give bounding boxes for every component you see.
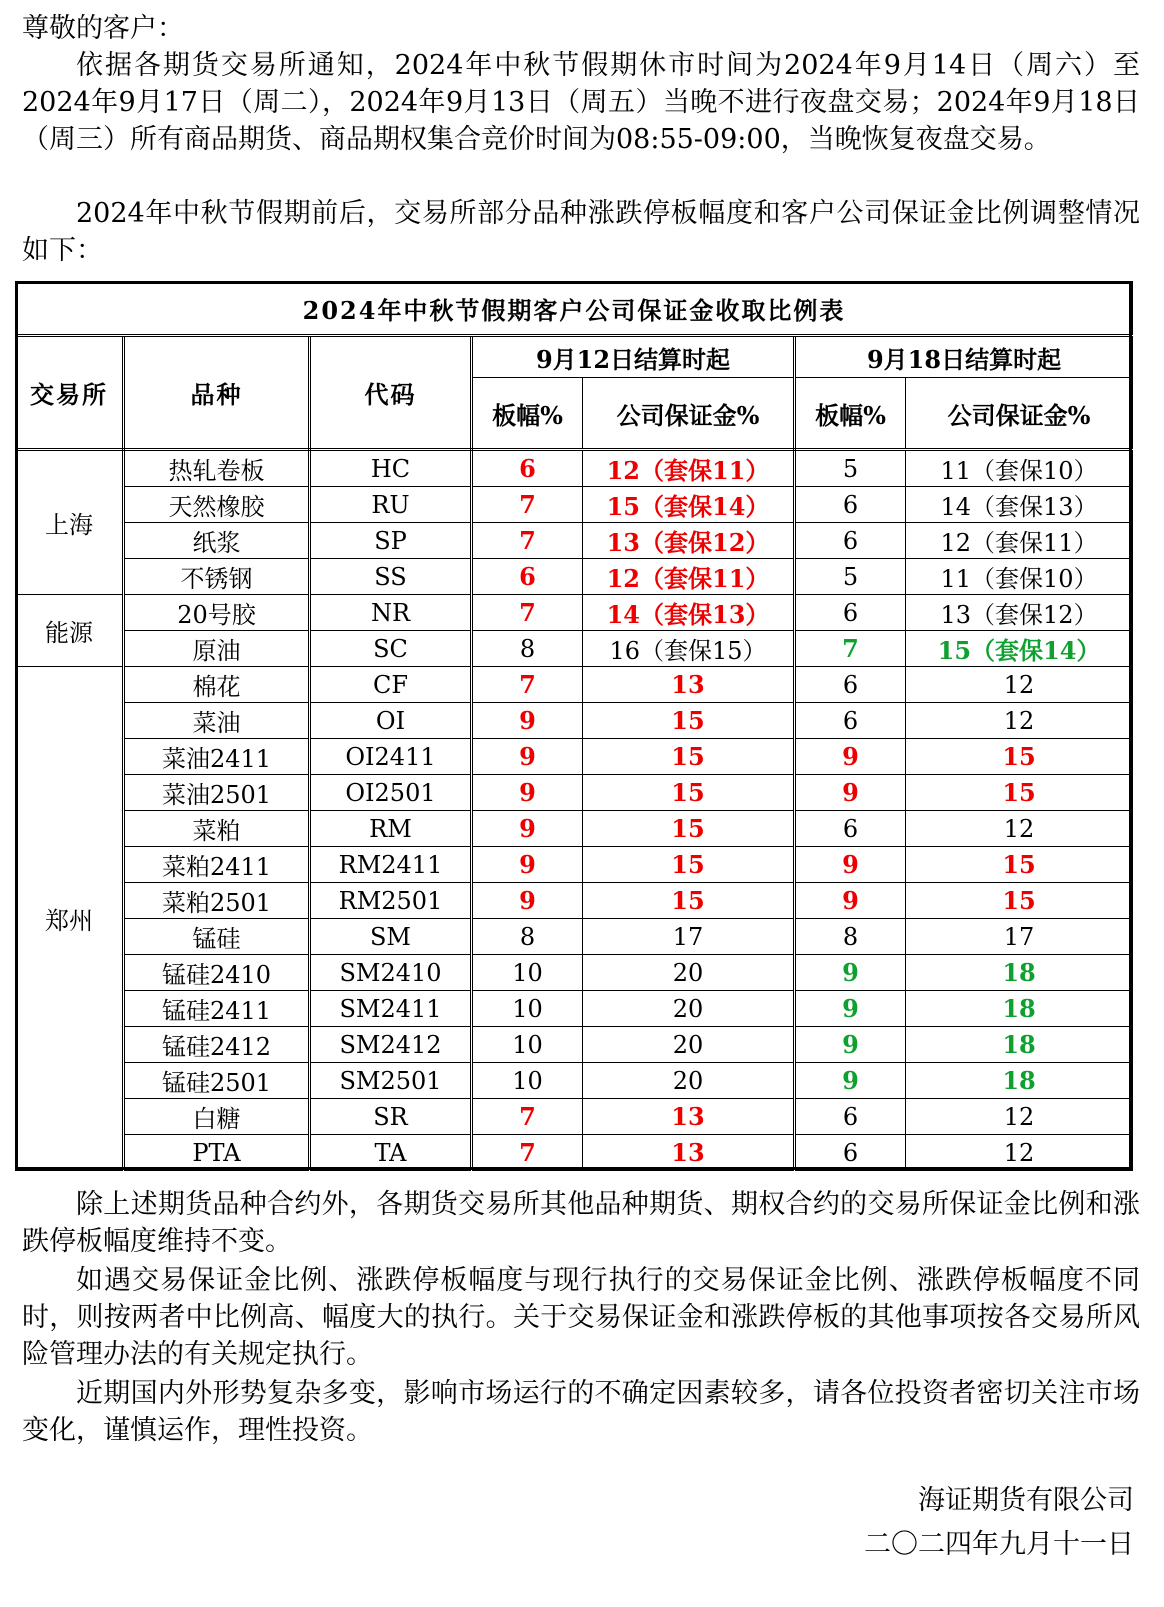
cell-limit-sep18: 9: [795, 955, 906, 991]
cell-margin-sep12: 15: [583, 739, 795, 775]
cell-margin-sep18: 15（套保14）: [906, 631, 1133, 667]
cell-product: 锰硅2412: [124, 1027, 310, 1063]
cell-code: RM2501: [310, 883, 472, 919]
cell-limit-sep18: 6: [795, 667, 906, 703]
cell-limit-sep18: 6: [795, 595, 906, 631]
cell-product: 纸浆: [124, 523, 310, 559]
cell-margin-sep12: 20: [583, 991, 795, 1027]
cell-code: RM2411: [310, 847, 472, 883]
cell-product: 菜粕2411: [124, 847, 310, 883]
header-limit-1: 板幅%: [472, 378, 583, 450]
cell-margin-sep12: 13: [583, 667, 795, 703]
cell-margin-sep18: 12: [906, 667, 1133, 703]
cell-limit-sep12: 7: [472, 595, 583, 631]
cell-limit-sep12: 7: [472, 667, 583, 703]
cell-code: SM2411: [310, 991, 472, 1027]
cell-limit-sep18: 5: [795, 450, 906, 487]
cell-margin-sep18: 17: [906, 919, 1133, 955]
cell-code: CF: [310, 667, 472, 703]
cell-margin-sep12: 15（套保14）: [583, 487, 795, 523]
cell-code: SC: [310, 631, 472, 667]
cell-margin-sep12: 16（套保15）: [583, 631, 795, 667]
cell-margin-sep18: 12（套保11）: [906, 523, 1133, 559]
cell-margin-sep12: 12（套保11）: [583, 450, 795, 487]
cell-limit-sep18: 6: [795, 703, 906, 739]
cell-margin-sep18: 11（套保10）: [906, 450, 1133, 487]
paragraph-other-unchanged: 除上述期货品种合约外，各期货交易所其他品种期货、期权合约的交易所保证金比例和涨跌停板幅度维持不变。: [22, 1189, 1140, 1257]
cell-limit-sep12: 6: [472, 559, 583, 595]
cell-margin-sep18: 12: [906, 1099, 1133, 1135]
cell-limit-sep18: 9: [795, 739, 906, 775]
cell-limit-sep12: 9: [472, 883, 583, 919]
cell-margin-sep12: 20: [583, 955, 795, 991]
cell-margin-sep12: 17: [583, 919, 795, 955]
paragraph-holiday-notice: 依据各期货交易所通知，2024年中秋节假期休市时间为2024年9月14日（周六）至2024年9月17日（周二），2024年9月13日（周五）当晚不进行夜盘交易；2024年9月18日（周三）所有商品期货、商品期权集合竞价时间为08:55-09:00，当晚恢复夜盘交易。: [22, 50, 1140, 155]
cell-margin-sep12: 13: [583, 1099, 795, 1135]
cell-code: SR: [310, 1099, 472, 1135]
cell-product: 原油: [124, 631, 310, 667]
cell-margin-sep18: 18: [906, 991, 1133, 1027]
cell-product: 锰硅2410: [124, 955, 310, 991]
cell-code: SM2412: [310, 1027, 472, 1063]
cell-product: 白糖: [124, 1099, 310, 1135]
cell-code: SS: [310, 559, 472, 595]
cell-product: 热轧卷板: [124, 450, 310, 487]
cell-exchange: 上海: [16, 450, 124, 595]
cell-code: RM: [310, 811, 472, 847]
table-title: 2024年中秋节假期客户公司保证金收取比例表: [16, 282, 1133, 336]
cell-limit-sep12: 9: [472, 703, 583, 739]
cell-margin-sep18: 13（套保12）: [906, 595, 1133, 631]
cell-margin-sep18: 15: [906, 847, 1133, 883]
cell-margin-sep12: 14（套保13）: [583, 595, 795, 631]
cell-limit-sep12: 8: [472, 919, 583, 955]
signature-company: 海证期货有限公司: [918, 1485, 1134, 1516]
cell-limit-sep12: 7: [472, 1099, 583, 1135]
cell-limit-sep12: 10: [472, 991, 583, 1027]
cell-limit-sep18: 6: [795, 811, 906, 847]
cell-product: 20号胶: [124, 595, 310, 631]
header-period-sep12: 9月12日结算时起: [472, 336, 795, 378]
cell-exchange: 郑州: [16, 667, 124, 1171]
cell-limit-sep12: 7: [472, 523, 583, 559]
cell-margin-sep18: 15: [906, 883, 1133, 919]
cell-margin-sep18: 14（套保13）: [906, 487, 1133, 523]
signature-date: 二〇二四年九月十一日: [864, 1529, 1134, 1560]
paragraph-risk-reminder: 近期国内外形势复杂多变，影响市场运行的不确定因素较多，请各位投资者密切关注市场变化，谨慎运作，理性投资。: [22, 1378, 1140, 1446]
cell-limit-sep18: 6: [795, 487, 906, 523]
cell-limit-sep18: 9: [795, 991, 906, 1027]
paragraph-adjustment-intro: 2024年中秋节假期前后，交易所部分品种涨跌停板幅度和客户公司保证金比例调整情况如下：: [22, 198, 1140, 266]
cell-limit-sep18: 9: [795, 847, 906, 883]
header-product: 品种: [124, 336, 310, 450]
cell-limit-sep18: 9: [795, 1063, 906, 1099]
cell-code: SM2501: [310, 1063, 472, 1099]
cell-product: 锰硅2501: [124, 1063, 310, 1099]
cell-margin-sep18: 12: [906, 811, 1133, 847]
cell-code: OI2411: [310, 739, 472, 775]
cell-code: SP: [310, 523, 472, 559]
cell-limit-sep12: 6: [472, 450, 583, 487]
header-margin-1: 公司保证金%: [583, 378, 795, 450]
cell-margin-sep12: 20: [583, 1027, 795, 1063]
cell-code: NR: [310, 595, 472, 631]
cell-margin-sep12: 20: [583, 1063, 795, 1099]
cell-margin-sep12: 12（套保11）: [583, 559, 795, 595]
cell-limit-sep12: 10: [472, 1063, 583, 1099]
cell-limit-sep18: 6: [795, 1135, 906, 1171]
cell-limit-sep18: 7: [795, 631, 906, 667]
cell-product: 菜粕2501: [124, 883, 310, 919]
cell-margin-sep12: 15: [583, 883, 795, 919]
salutation: 尊敬的客户：: [22, 13, 184, 44]
cell-limit-sep18: 9: [795, 775, 906, 811]
cell-product: 菜油2501: [124, 775, 310, 811]
cell-limit-sep12: 9: [472, 775, 583, 811]
cell-code: OI: [310, 703, 472, 739]
header-exchange: 交易所: [16, 336, 124, 450]
cell-code: SM: [310, 919, 472, 955]
cell-product: 锰硅: [124, 919, 310, 955]
header-period-sep18: 9月18日结算时起: [795, 336, 1133, 378]
cell-margin-sep18: 18: [906, 1027, 1133, 1063]
header-limit-2: 板幅%: [795, 378, 906, 450]
header-code: 代码: [310, 336, 472, 450]
cell-margin-sep12: 15: [583, 775, 795, 811]
cell-limit-sep18: 9: [795, 883, 906, 919]
cell-margin-sep12: 15: [583, 847, 795, 883]
cell-margin-sep12: 13（套保12）: [583, 523, 795, 559]
cell-limit-sep12: 10: [472, 955, 583, 991]
cell-margin-sep18: 12: [906, 1135, 1133, 1171]
cell-limit-sep12: 7: [472, 487, 583, 523]
cell-limit-sep18: 6: [795, 1099, 906, 1135]
cell-limit-sep12: 9: [472, 739, 583, 775]
cell-limit-sep12: 8: [472, 631, 583, 667]
cell-limit-sep12: 9: [472, 847, 583, 883]
cell-limit-sep12: 9: [472, 811, 583, 847]
cell-product: PTA: [124, 1135, 310, 1171]
cell-code: TA: [310, 1135, 472, 1171]
cell-margin-sep18: 12: [906, 703, 1133, 739]
cell-limit-sep18: 5: [795, 559, 906, 595]
cell-product: 锰硅2411: [124, 991, 310, 1027]
cell-margin-sep18: 15: [906, 775, 1133, 811]
cell-limit-sep12: 7: [472, 1135, 583, 1171]
cell-code: OI2501: [310, 775, 472, 811]
cell-margin-sep18: 11（套保10）: [906, 559, 1133, 595]
cell-product: 菜油2411: [124, 739, 310, 775]
cell-exchange: 能源: [16, 595, 124, 667]
cell-product: 菜粕: [124, 811, 310, 847]
paragraph-rule-precedence: 如遇交易保证金比例、涨跌停板幅度与现行执行的交易保证金比例、涨跌停板幅度不同时，则按两者中比例高、幅度大的执行。关于交易保证金和涨跌停板的其他事项按各交易所风险管理办法的有关规定执行。: [22, 1265, 1140, 1370]
cell-margin-sep12: 13: [583, 1135, 795, 1171]
cell-limit-sep18: 9: [795, 1027, 906, 1063]
cell-limit-sep12: 10: [472, 1027, 583, 1063]
header-margin-2: 公司保证金%: [906, 378, 1133, 450]
cell-limit-sep18: 8: [795, 919, 906, 955]
cell-product: 天然橡胶: [124, 487, 310, 523]
cell-product: 菜油: [124, 703, 310, 739]
cell-margin-sep18: 18: [906, 1063, 1133, 1099]
cell-margin-sep18: 15: [906, 739, 1133, 775]
cell-product: 不锈钢: [124, 559, 310, 595]
table-frame: [15, 281, 1132, 1170]
cell-margin-sep18: 18: [906, 955, 1133, 991]
cell-code: HC: [310, 450, 472, 487]
cell-code: RU: [310, 487, 472, 523]
cell-code: SM2410: [310, 955, 472, 991]
cell-margin-sep12: 15: [583, 703, 795, 739]
cell-margin-sep12: 15: [583, 811, 795, 847]
cell-product: 棉花: [124, 667, 310, 703]
cell-limit-sep18: 6: [795, 523, 906, 559]
